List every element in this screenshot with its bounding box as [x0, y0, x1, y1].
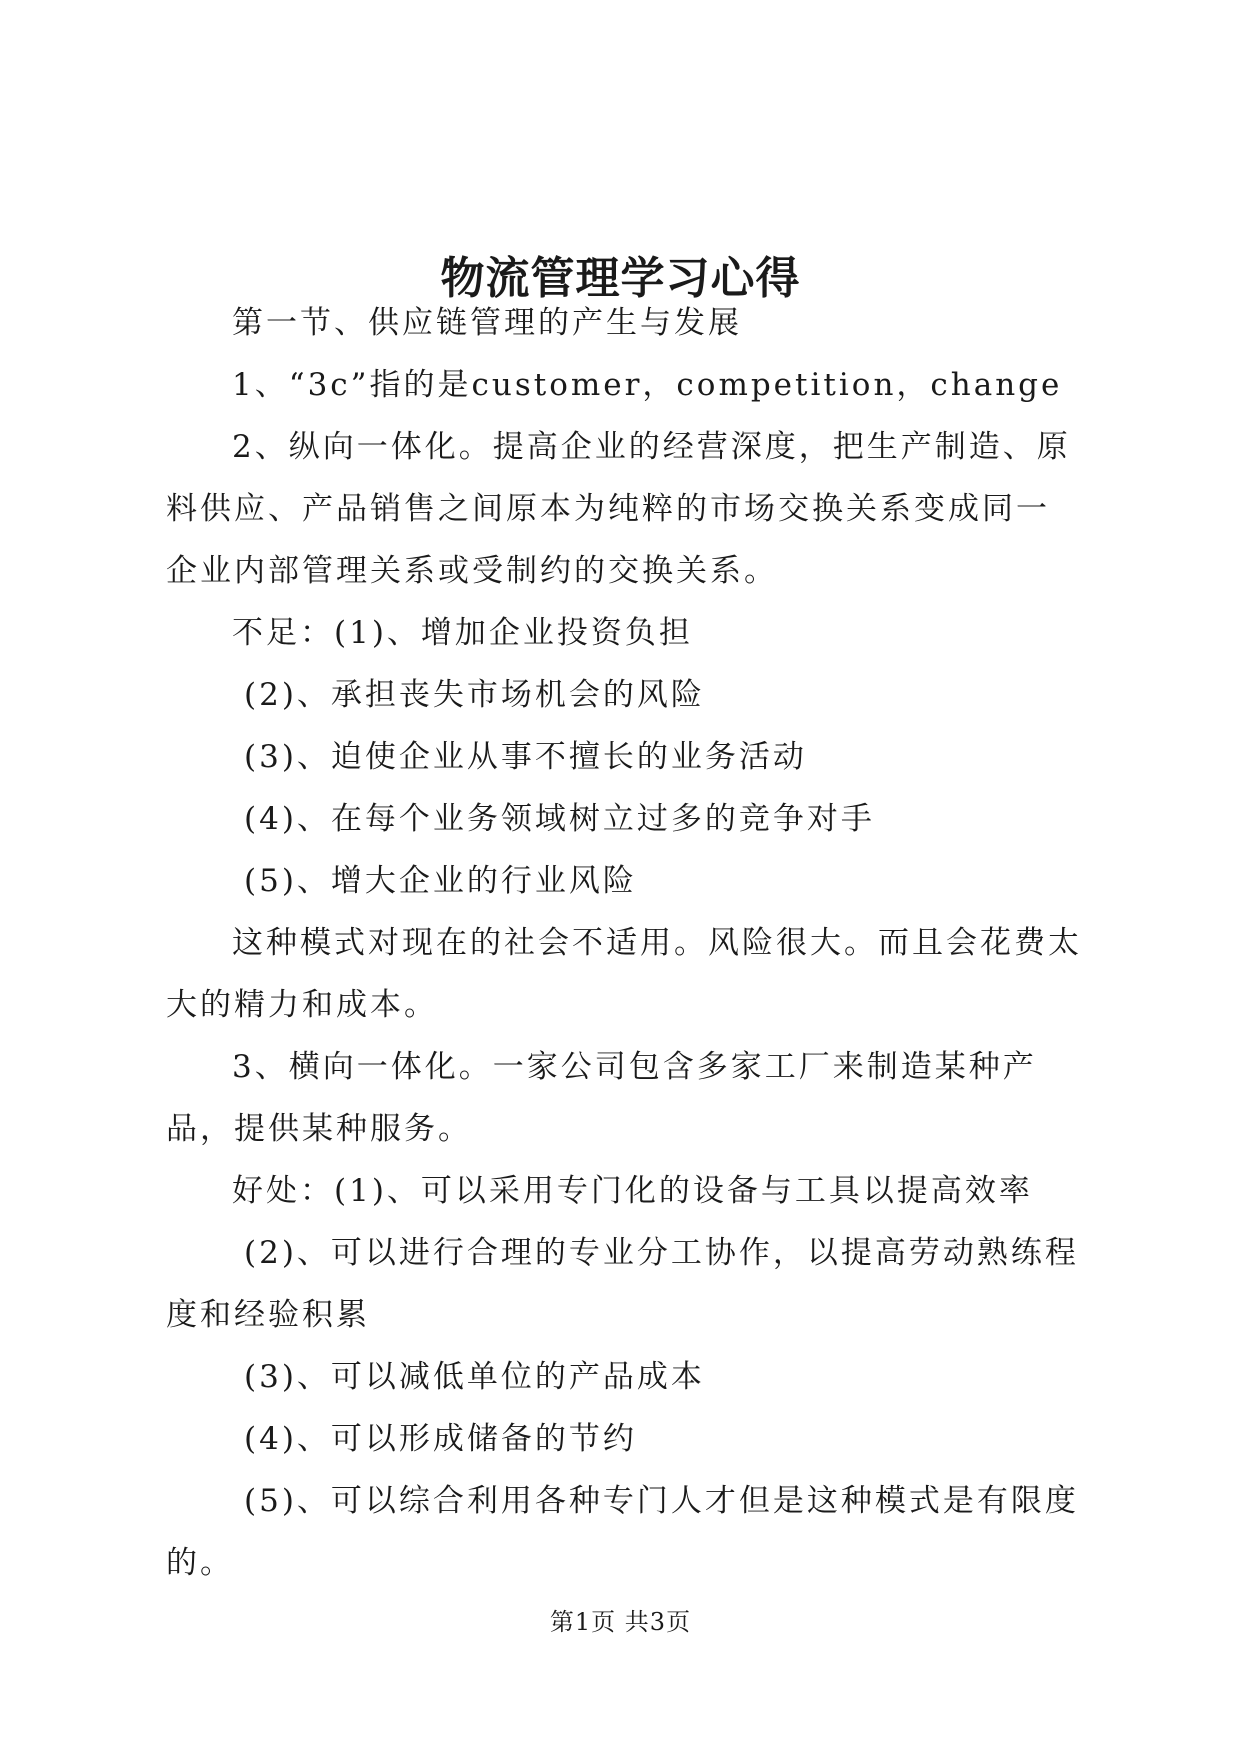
- list-item: (5)、可以综合利用各种专门人才但是这种模式是有限度的。: [166, 1483, 1079, 1581]
- paragraph: 不足：(1)、增加企业投资负担: [232, 615, 693, 651]
- list-item: (4)、可以形成储备的节约: [244, 1421, 637, 1457]
- page-footer: 第1页 共3页: [549, 1608, 692, 1636]
- document-body: [166, 292, 1082, 1594]
- paragraph: 好处：(1)、可以采用专门化的设备与工具以提高效率: [232, 1173, 1033, 1209]
- list-item: (3)、迫使企业从事不擅长的业务活动: [244, 739, 807, 775]
- list-item: (2)、承担丧失市场机会的风险: [244, 677, 705, 713]
- paragraph: 3、横向一体化。一家公司包含多家工厂来制造某种产品，提供某种服务。: [166, 1049, 1037, 1147]
- paragraph: 2、纵向一体化。提高企业的经营深度，把生产制造、原料供应、产品销售之间原本为纯粹的市场交换关系变成同一企业内部管理关系或受制约的交换关系。: [166, 429, 1071, 589]
- list-item: (3)、可以减低单位的产品成本: [244, 1359, 705, 1395]
- document-title: 物流管理学习心得: [440, 253, 801, 305]
- list-item: (4)、在每个业务领域树立过多的竞争对手: [244, 801, 875, 837]
- paragraph: 第一节、供应链管理的产生与发展: [232, 305, 742, 341]
- paragraph: 1、“3c”指的是customer，competition，change: [232, 367, 1063, 403]
- list-item: (2)、可以进行合理的专业分工协作，以提高劳动熟练程度和经验积累: [166, 1235, 1079, 1333]
- list-item: (5)、增大企业的行业风险: [244, 863, 637, 899]
- paragraph: 这种模式对现在的社会不适用。风险很大。而且会花费太大的精力和成本。: [166, 925, 1082, 1023]
